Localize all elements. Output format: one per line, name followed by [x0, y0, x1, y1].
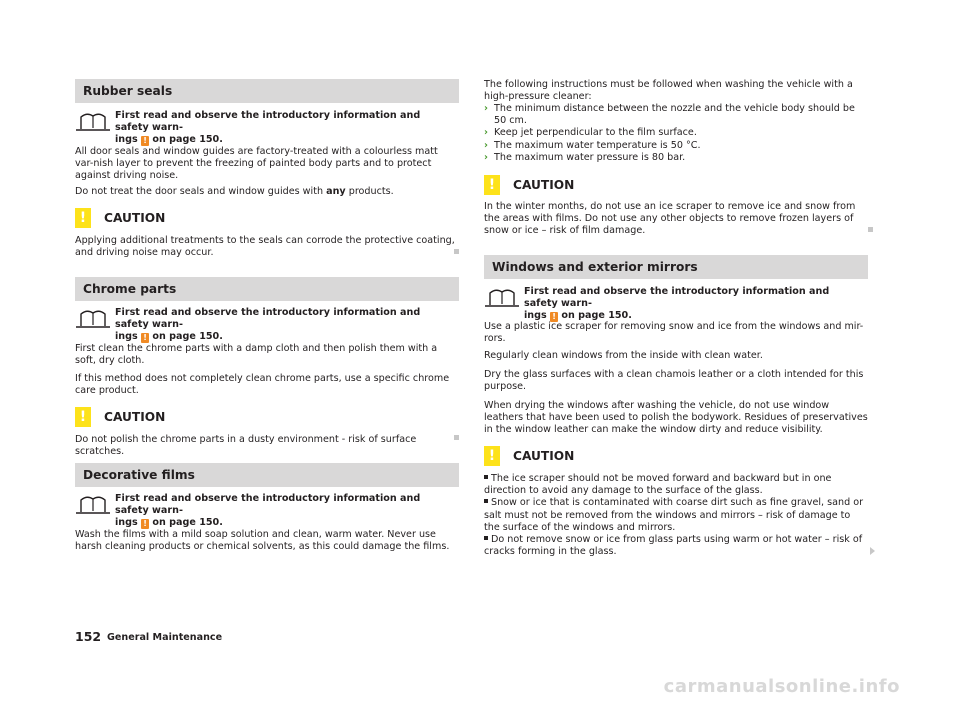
list-item: Snow or ice that is contaminated with coarse dirt such as fine gravel, sand or salt must not be removed from the windows and mirrors – risk of damage to the surface of the windows and mirrors.: [484, 497, 864, 533]
caution-text: Do not polish the chrome parts in a dusty environment - risk of surface scratches.: [75, 434, 417, 458]
page-link[interactable]: on page 150.: [561, 310, 632, 322]
intro-text: First read and observe the introductory information and safety warn- ings ! on page 150.: [115, 493, 421, 529]
square-bullet-icon: [484, 475, 488, 479]
caution-title: CAUTION: [104, 211, 166, 225]
paragraph: When drying the windows after washing the vehicle, do not use window leathers that have been used to polish the bodywork. Residues of preservatives in the window leather can make the window dirty and reduce visibility.: [484, 400, 868, 436]
intro-text: First read and observe the introductory information and safety warn- ings ! on page 150.: [524, 286, 830, 322]
paragraph: Dry the glass surfaces with a clean chamois leather or a cloth intended for this purpose.: [484, 369, 864, 393]
book-read-icon: [75, 494, 111, 514]
book-read-icon: [75, 111, 111, 131]
intro-note: [75, 307, 459, 343]
arrow-bullet-icon: ›: [484, 151, 488, 163]
section-end-marker: [454, 249, 459, 254]
arrow-bullet-icon: ›: [484, 127, 488, 139]
warning-icon: !: [141, 333, 149, 343]
paragraph: Wash the films with a mild soap solution and clean, warm water. Never use harsh cleaning products or chemical solvents, as this could damage the films.: [75, 529, 450, 553]
caution-icon: !: [484, 446, 500, 466]
square-bullet-icon: [484, 499, 488, 503]
caution-text: Applying additional treatments to the seals can corrode the protective coating, and driving noise may occur.: [75, 235, 455, 259]
page-link[interactable]: on page 150.: [152, 517, 223, 529]
list-item: › Keep jet perpendicular to the film surface.: [484, 127, 697, 139]
intro-note: [75, 110, 459, 146]
section-heading-decorative-films: Decorative films: [75, 463, 459, 487]
book-read-icon: [75, 308, 111, 328]
warning-icon: !: [141, 519, 149, 529]
caution-box: [75, 407, 459, 427]
paragraph: Do not treat the door seals and window guides with any products.: [75, 186, 394, 197]
paragraph: Use a plastic ice scraper for removing snow and ice from the windows and mir-rors.: [484, 321, 864, 345]
paragraph: Regularly clean windows from the inside with clean water.: [484, 350, 763, 361]
list-item: › The maximum water temperature is 50 °C.: [484, 139, 701, 151]
caution-text: In the winter months, do not use an ice scraper to remove ice and snow from the areas with films. Do not use any other objects to remove frozen layers of snow or ice – risk of film damage.: [484, 201, 856, 237]
caution-title: CAUTION: [513, 449, 575, 463]
list-item: › The maximum water pressure is 80 bar.: [484, 151, 686, 163]
paragraph: The following instructions must be followed when washing the vehicle with a high-pressure cleaner:: [484, 79, 853, 103]
list-item: The ice scraper should not be moved forward and backward but in one direction to avoid any damage to the surface of the glass.: [484, 473, 832, 497]
continue-arrow-icon: [870, 547, 875, 555]
page-number: 152: [75, 629, 102, 644]
list-item: Do not remove snow or ice from glass parts using warm or hot water – risk of cracks forming in the glass.: [484, 534, 863, 558]
warning-icon: !: [550, 312, 558, 322]
caution-icon: !: [484, 175, 500, 195]
arrow-bullet-icon: ›: [484, 103, 488, 114]
caution-box: [484, 175, 868, 195]
intro-note: [484, 286, 868, 322]
caution-title: CAUTION: [104, 410, 166, 424]
intro-text: First read and observe the introductory information and safety warn- ings ! on page 150.: [115, 110, 421, 146]
caution-title: CAUTION: [513, 178, 575, 192]
section-heading-windows-mirrors: Windows and exterior mirrors: [484, 255, 868, 279]
book-read-icon: [484, 287, 520, 307]
page-link[interactable]: on page 150.: [152, 134, 223, 146]
footer-section-title: General Maintenance: [107, 632, 223, 643]
section-end-marker: [454, 435, 459, 440]
caution-box: [484, 446, 868, 466]
caution-box: [75, 208, 459, 228]
section-heading-chrome-parts: Chrome parts: [75, 277, 459, 301]
caution-icon: !: [75, 407, 91, 427]
list-item: › The minimum distance between the nozzle and the vehicle body should be 50 cm.: [484, 103, 855, 127]
intro-text: First read and observe the introductory information and safety warn- ings ! on page 150.: [115, 307, 421, 343]
caution-icon: !: [75, 208, 91, 228]
paragraph: First clean the chrome parts with a damp cloth and then polish them with a soft, dry cloth.: [75, 343, 438, 367]
square-bullet-icon: [484, 536, 488, 540]
intro-note: [75, 493, 459, 529]
watermark: carmanualsonline.info: [663, 676, 900, 697]
warning-icon: !: [141, 136, 149, 146]
bullet-list: [484, 103, 868, 164]
section-heading-rubber-seals: Rubber seals: [75, 79, 459, 103]
page-link[interactable]: on page 150.: [152, 331, 223, 343]
caution-list: [484, 473, 868, 558]
paragraph: If this method does not completely clean chrome parts, use a specific chrome care product.: [75, 373, 450, 397]
arrow-bullet-icon: ›: [484, 139, 488, 151]
section-end-marker: [868, 227, 873, 232]
paragraph: All door seals and window guides are factory-treated with a colourless matt var-nish layer to prevent the freezing of painted body parts and to protect against driving noise.: [75, 146, 438, 182]
